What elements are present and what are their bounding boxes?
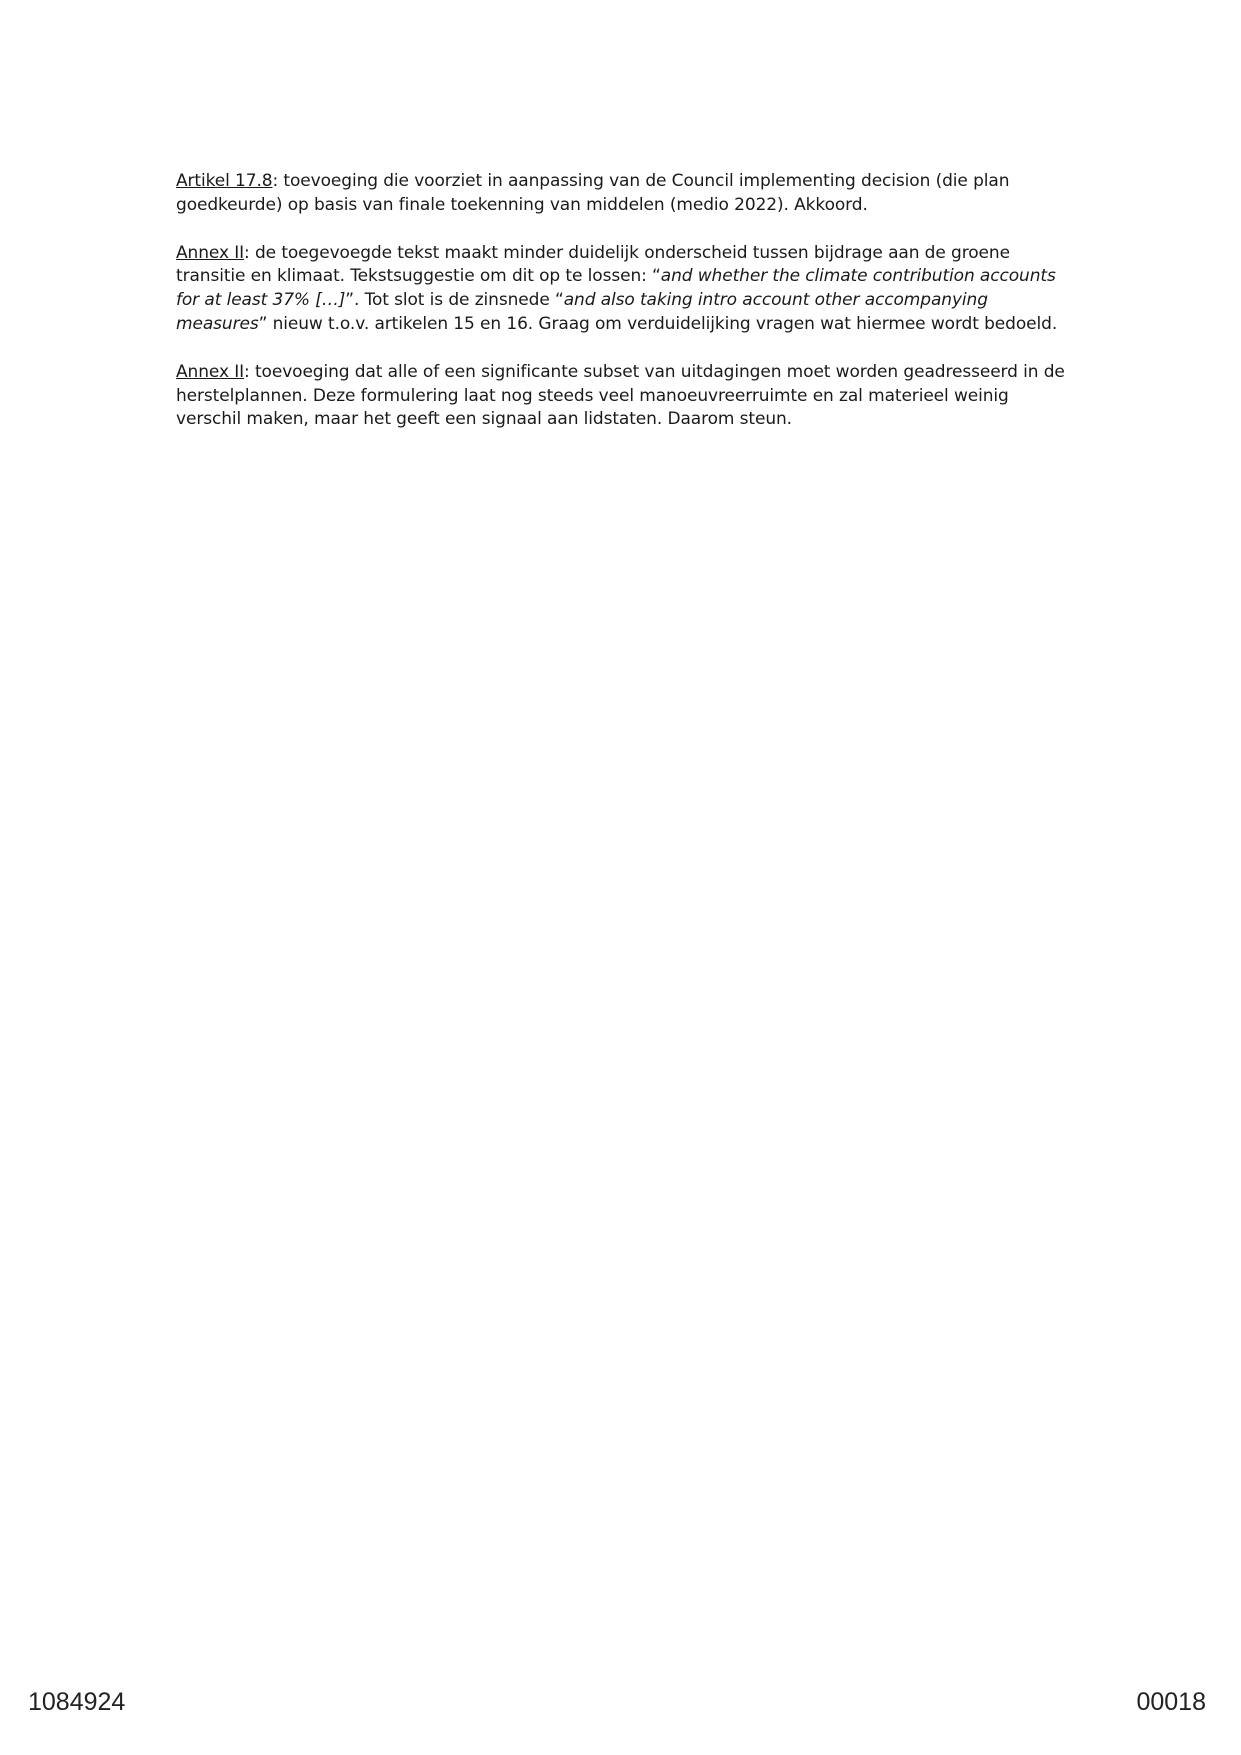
quoted-text-suggestion: and whether the climate contribution accounts for at least 37% […] — [176, 266, 1056, 311]
paragraph-text: ”. Tot slot is de zinsnede “ — [345, 290, 564, 311]
quoted-phrase: and also taking intro account other accompanying measures — [176, 290, 988, 334]
paragraph-label: Annex II — [176, 242, 245, 263]
paragraph-text: : de toegevoegde tekst maakt minder duidelijk onderscheid tussen bijdrage aan de groene transitie en klimaat. Tekstsuggestie om dit op te lossen: “ — [176, 242, 1010, 287]
paragraph-annex-ii-climate — [176, 242, 1076, 337]
paragraph-text: : toevoeging die voorziet in aanpassing van de Council implementing decision (die plan goedkeurde) op basis van finale toekenning van middelen (medio 2022). Akkoord. — [176, 171, 1010, 215]
paragraph-label: Annex II — [176, 361, 245, 382]
footer-document-id: 1084924 — [28, 1688, 126, 1716]
paragraph-annex-ii-challenges — [176, 361, 1076, 432]
footer-page-number: 00018 — [1136, 1688, 1206, 1716]
paragraph-text: ” nieuw t.o.v. artikelen 15 en 16. Graag om verduidelijking vragen wat hiermee wordt bedoeld. — [258, 313, 1058, 334]
paragraph-text: : toevoeging dat alle of een significante subset van uitdagingen moet worden geadresseerd in de herstelplannen. Deze formulering laat nog steeds veel manoeuvreerruimte en zal materieel weinig verschil maken, maar het geeft een signaal aan lidstaten. Daarom steun. — [176, 361, 1065, 430]
document-body — [176, 170, 1076, 456]
paragraph-artikel-17-8 — [176, 170, 1076, 218]
paragraph-label: Artikel 17.8 — [176, 171, 273, 191]
